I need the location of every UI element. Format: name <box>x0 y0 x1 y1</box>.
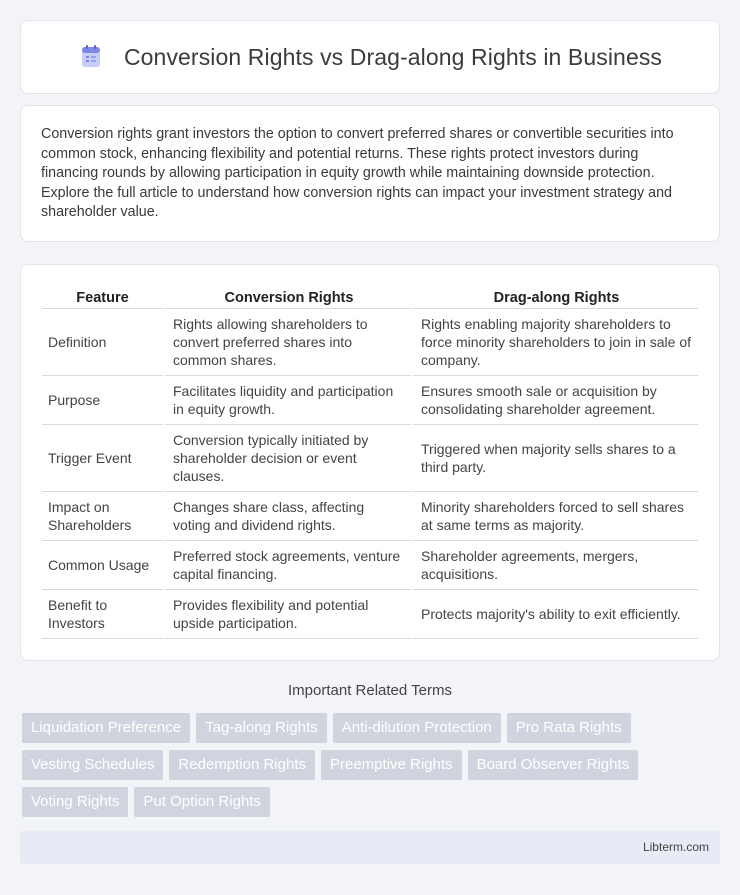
document-icon <box>78 44 104 70</box>
comparison-table-card <box>20 264 720 661</box>
table-row <box>42 492 698 541</box>
table-row <box>42 590 698 639</box>
table-row <box>42 376 698 425</box>
table-row <box>42 309 698 376</box>
table-cell: Provides flexibility and potential upside participation. <box>163 590 411 639</box>
related-term-tag[interactable]: Put Option Rights <box>134 787 270 817</box>
related-term-tag[interactable]: Anti-dilution Protection <box>333 713 501 743</box>
table-cell: Minority shareholders forced to sell shares at same terms as majority. <box>411 492 698 541</box>
table-cell: Conversion typically initiated by shareholder decision or event clauses. <box>163 425 411 492</box>
table-cell: Rights enabling majority shareholders to force minority shareholders to join in sale of company. <box>411 309 698 376</box>
table-cell: Rights allowing shareholders to convert preferred shares into common shares. <box>163 309 411 376</box>
intro-card <box>20 105 720 242</box>
related-term-tag[interactable]: Board Observer Rights <box>468 750 639 780</box>
table-cell-feature: Definition <box>42 309 163 376</box>
comparison-table <box>42 285 698 639</box>
table-header-row <box>42 285 698 309</box>
table-row <box>42 541 698 590</box>
table-cell: Facilitates liquidity and participation in equity growth. <box>163 376 411 425</box>
table-cell-feature: Benefit to Investors <box>42 590 163 639</box>
related-terms-list <box>22 713 722 824</box>
related-term-tag[interactable]: Tag-along Rights <box>196 713 327 743</box>
related-term-tag[interactable]: Pro Rata Rights <box>507 713 631 743</box>
table-cell: Shareholder agreements, mergers, acquisitions. <box>411 541 698 590</box>
table-cell-feature: Common Usage <box>42 541 163 590</box>
table-cell: Changes share class, affecting voting and dividend rights. <box>163 492 411 541</box>
table-cell: Preferred stock agreements, venture capital financing. <box>163 541 411 590</box>
related-term-tag[interactable]: Redemption Rights <box>169 750 315 780</box>
related-term-tag[interactable]: Liquidation Preference <box>22 713 190 743</box>
header-conversion-rights: Conversion Rights <box>163 285 411 309</box>
footer-site-link[interactable]: Libterm.com <box>642 840 709 854</box>
table-cell-feature: Trigger Event <box>42 425 163 492</box>
header-feature: Feature <box>42 285 163 309</box>
table-row <box>42 425 698 492</box>
related-term-tag[interactable]: Voting Rights <box>22 787 128 817</box>
footer-bar <box>20 831 720 864</box>
header-card <box>20 20 720 94</box>
table-cell: Ensures smooth sale or acquisition by consolidating shareholder agreement. <box>411 376 698 425</box>
table-cell-feature: Purpose <box>42 376 163 425</box>
related-term-tag[interactable]: Vesting Schedules <box>22 750 163 780</box>
header-drag-along-rights: Drag-along Rights <box>411 285 698 309</box>
table-cell: Protects majority's ability to exit efficiently. <box>411 590 698 639</box>
related-term-tag[interactable]: Preemptive Rights <box>321 750 462 780</box>
table-cell-feature: Impact on Shareholders <box>42 492 163 541</box>
related-terms-title: Important Related Terms <box>288 682 452 699</box>
table-cell: Triggered when majority sells shares to a third party. <box>411 425 698 492</box>
intro-text: Conversion rights grant investors the option to convert preferred shares or convertible securities into common stock, enhancing flexibility and potential returns. These rights protect investors during financing rounds by allowing participation in equity growth while maintaining downside protection. Explore the full article to understand how conversion rights can impact your investment strategy and shareholder value. <box>41 126 674 221</box>
page-title: Conversion Rights vs Drag-along Rights in Business <box>123 43 663 70</box>
